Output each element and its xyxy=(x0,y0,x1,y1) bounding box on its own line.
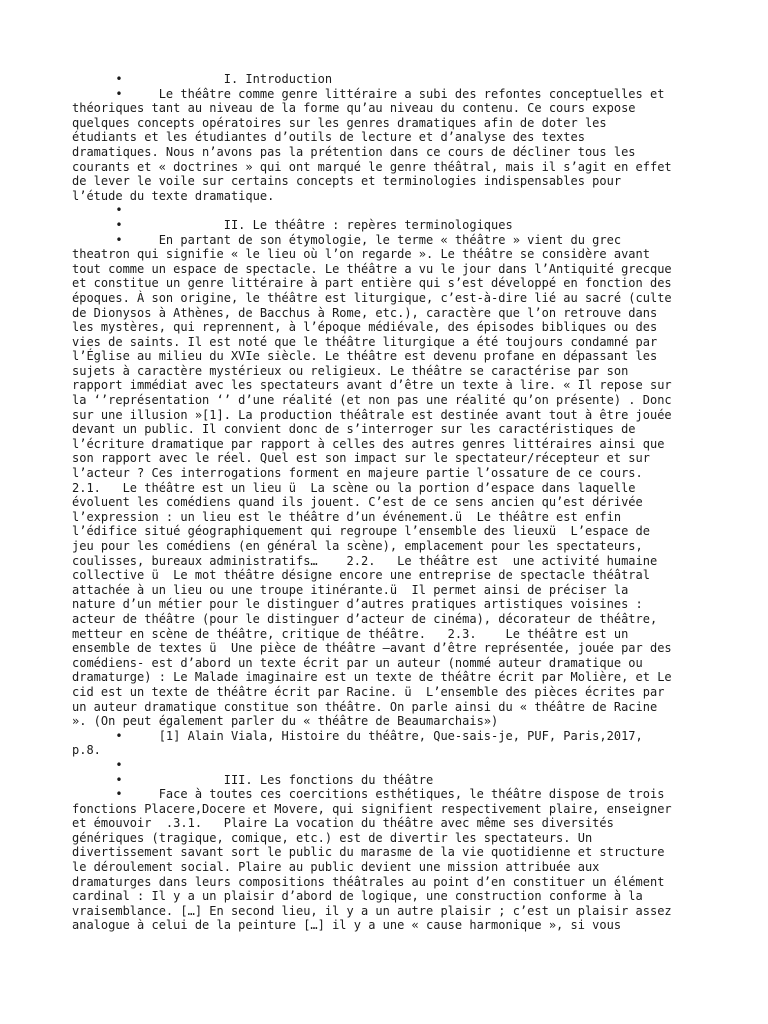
text-line: l’expression : un lieu est le théâtre d’un événement.ü Le théâtre est enfin xyxy=(72,509,622,524)
text-line: comédiens- est d’abord un texte écrit par un auteur (nommé auteur dramatique ou xyxy=(72,655,643,670)
text-line: • Face à toutes ces coercitions esthétiques, le théâtre dispose de trois xyxy=(72,787,665,802)
text-line: • I. Introduction xyxy=(72,72,333,86)
text-line: jeu pour les comédiens (en général la scène), emplacement pour les spectateurs, xyxy=(72,539,643,553)
text-line: sujets à caractère mystérieux ou religieux. Le théâtre se caractérise par son xyxy=(72,363,629,378)
text-line: collective ü Le mot théâtre désigne encore une entreprise de spectacle théâtral xyxy=(72,568,650,583)
text-line: le déroulement social. Plaire au public devient une mission attribuée aux xyxy=(72,860,600,875)
text-line: fonctions Placere,Docere et Movere, qui signifient respectivement plaire, enseigner xyxy=(72,801,672,816)
text-line: théoriques tant au niveau de la forme qu’au niveau du contenu. Ce cours expose xyxy=(72,101,636,116)
text-line: et constitue un genre littéraire à part entière qui s’est développé en fonction des xyxy=(72,276,672,291)
text-line: tout comme un espace de spectacle. Le théâtre a vu le jour dans l’Antiquité grecque xyxy=(72,261,672,276)
text-line: l’étude du texte dramatique. xyxy=(72,188,275,203)
text-line: • III. Les fonctions du théâtre xyxy=(72,772,434,787)
text-line: vies de saints. Il est noté que le théâtre liturgique a été toujours condamné par xyxy=(72,334,658,349)
text-line: cardinal : Il y a un plaisir d’abord de logique, une construction conforme à la xyxy=(72,889,643,904)
text-line: la ‘’représentation ‘’ d’une réalité (et non pas une réalité qu’on présente) . Donc xyxy=(72,393,672,408)
text-line: dramaturges dans leurs compositions théâtrales au point d’en constituer un élément xyxy=(72,874,665,889)
text-line: metteur en scène de théâtre, critique de théâtre. 2.3. Le théâtre est un xyxy=(72,626,629,641)
text-line: • En partant de son étymologie, le terme « théâtre » vient du grec xyxy=(72,232,622,247)
text-line: de lever le voile sur certains concepts et terminologies indispensables pour xyxy=(72,174,622,189)
text-line: courants et « doctrines » qui ont marqué le genre théâtral, mais il s’agit en effet xyxy=(72,159,672,174)
text-line: dramatiques. Nous n’avons pas la prétention dans ce cours de décliner tous les xyxy=(72,144,636,159)
text-line: l’acteur ? Ces interrogations forment en majeure partie l’ossature de ce cours. xyxy=(72,466,643,481)
text-line: ensemble de textes ü Une pièce de théâtre –avant d’être représentée, jouée par des xyxy=(72,641,672,656)
text-line: un auteur dramatique constitue son théâtre. On parle ainsi du « théâtre de Racine xyxy=(72,699,658,714)
text-line: et émouvoir .3.1. Plaire La vocation du théâtre avec même ses diversités xyxy=(72,816,614,831)
text-line: devant un public. Il convient donc de s’interroger sur les caractéristiques de xyxy=(72,422,636,437)
text-line: • II. Le théâtre : repères terminologiques xyxy=(72,217,513,232)
text-line: étudiants et les étudiantes d’outils de lecture et d’analyse des textes xyxy=(72,130,585,145)
text-line: coulisses, bureaux administratifs… 2.2. Le théâtre est une activité humaine xyxy=(72,553,658,568)
text-line: époques. À son origine, le théâtre est liturgique, c’est-à-dire lié au sacré (culte xyxy=(72,290,672,305)
text-line: theatron qui signifie « le lieu où l’on regarde ». Le théâtre se considère avant xyxy=(72,247,650,262)
text-line: • Le théâtre comme genre littéraire a subi des refontes conceptuelles et xyxy=(72,86,665,101)
text-line: rapport immédiat avec les spectateurs avant d’être un texte à lire. « Il repose sur xyxy=(72,378,672,393)
text-line: sur une illusion »[1]. La production théâtrale est destinée avant tout à être jouée xyxy=(72,407,672,422)
text-line: quelques concepts opératoires sur les genres dramatiques afin de doter les xyxy=(72,115,607,130)
text-line: génériques (tragique, comique, etc.) est de divertir les spectateurs. Un xyxy=(72,830,593,845)
text-line: l’édifice situé géographiquement qui regroupe l’ensemble des lieuxü L’espace de xyxy=(72,524,650,539)
text-line: 2.1. Le théâtre est un lieu ü La scène ou la portion d’espace dans laquelle xyxy=(72,480,636,495)
text-line: • [1] Alain Viala, Histoire du théâtre, Que-sais-je, PUF, Paris,2017, xyxy=(72,728,643,743)
text-line: cid est un texte de théâtre écrit par Racine. ü L’ensemble des pièces écrites par xyxy=(72,684,665,699)
text-line: acteur de théâtre (pour le distinguer d’acteur de cinéma), décorateur de théâtre, xyxy=(72,611,658,626)
text-line: nature d’un métier pour le distinguer d’autres pratiques artistiques voisines : xyxy=(72,597,643,612)
text-line: • xyxy=(72,203,123,218)
document-text xyxy=(72,72,692,933)
text-line: les mystères, qui reprennent, à l’époque médiévale, des épisodes bibliques ou des xyxy=(72,320,658,335)
text-line: l’Église au milieu du XVIe siècle. Le théâtre est devenu profane en dépassant les xyxy=(72,349,658,364)
text-line: l’écriture dramatique par rapport à celles des autres genres littéraires ainsi que xyxy=(72,436,665,451)
text-line: • xyxy=(72,757,123,772)
text-line: ». (On peut également parler du « théâtre de Beaumarchais») xyxy=(72,714,499,729)
text-line: p.8. xyxy=(72,743,101,758)
text-line: divertissement savant sort le public du marasme de la vie quotidienne et structure xyxy=(72,845,665,860)
text-line: attachée à un lieu ou une troupe itinérante.ü Il permet ainsi de préciser la xyxy=(72,582,629,597)
text-line: son rapport avec le réel. Quel est son impact sur le spectateur/récepteur et sur xyxy=(72,451,650,466)
text-line: de Dionysos à Athènes, de Bacchus à Rome, etc.), caractère que l’on retrouve dans xyxy=(72,305,658,320)
text-line: analogue à celui de la peinture […] il y a une « cause harmonique », si vous xyxy=(72,918,622,933)
text-line: vraisemblance. […] En second lieu, il y a un autre plaisir ; c’est un plaisir assez xyxy=(72,903,672,918)
text-line: dramaturge) : Le Malade imaginaire est un texte de théâtre écrit par Molière, et Le xyxy=(72,670,672,685)
text-line: évoluent les comédiens quand ils jouent. C’est de ce sens ancien qu’est dérivée xyxy=(72,495,643,510)
